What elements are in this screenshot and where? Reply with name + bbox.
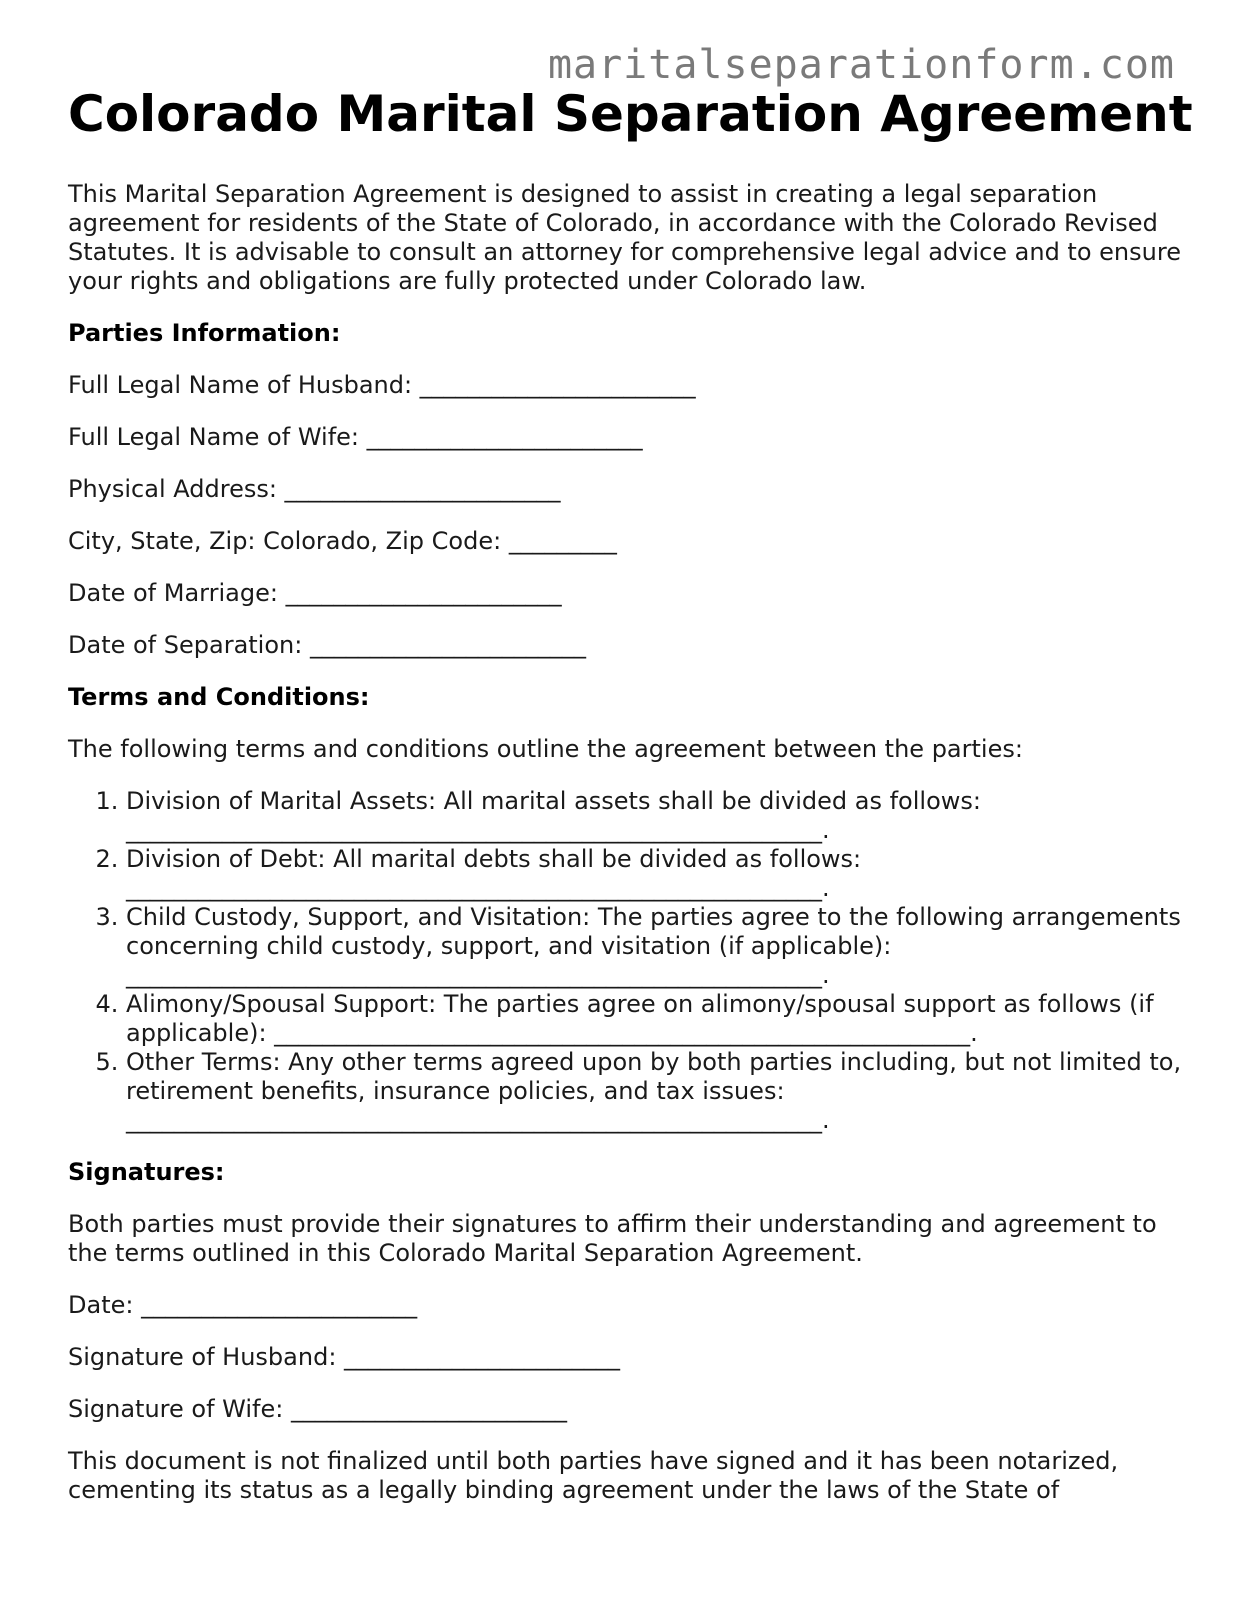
term-division-assets[interactable]: 1. Division of Marital Assets: All marital assets shall be divided as follows: __________________________________________________________. bbox=[126, 787, 1183, 845]
term-alimony[interactable]: 4. Alimony/Spousal Support: The parties agree on alimony/spousal support as follows (if applicable): __________________________________________________________. bbox=[126, 990, 1183, 1048]
signature-date-field[interactable]: Date: _______________________ bbox=[68, 1291, 418, 1319]
term-child-custody[interactable]: 3. Child Custody, Support, and Visitation: The parties agree to the following arrangements concerning child custody, support, and visitation (if applicable): __________________________________________________________. bbox=[126, 903, 1183, 990]
physical-address-field[interactable]: Physical Address: _______________________ bbox=[68, 475, 561, 503]
wife-name-field[interactable]: Full Legal Name of Wife: _______________________ bbox=[68, 423, 643, 451]
signatures-intro: Both parties must provide their signatures to affirm their understanding and agreement to the terms outlined in this Colorado Marital Separation Agreement. bbox=[68, 1210, 1157, 1267]
terms-intro: The following terms and conditions outline the agreement between the parties: bbox=[68, 735, 1023, 763]
signatures-heading: Signatures: bbox=[68, 1158, 225, 1186]
wife-signature-field[interactable]: Signature of Wife: _______________________ bbox=[68, 1395, 567, 1423]
terms-list bbox=[68, 787, 1183, 1135]
date-of-separation-field[interactable]: Date of Separation: _______________________ bbox=[68, 631, 586, 659]
term-other[interactable]: 5. Other Terms: Any other terms agreed upon by both parties including, but not limited to, retirement benefits, insurance policies, and tax issues: __________________________________________________________. bbox=[126, 1048, 1183, 1135]
terms-heading: Terms and Conditions: bbox=[68, 683, 370, 711]
intro-paragraph: This Marital Separation Agreement is designed to assist in creating a legal separation agreement for residents of the State of Colorado, in accordance with the Colorado Revised Statutes. It is advisable to consult an attorney for comprehensive legal advice and to ensure your rights and obligations are fully protected under Colorado law. bbox=[68, 180, 1181, 295]
watermark: maritalseparationform.com bbox=[547, 42, 1175, 88]
city-state-zip-field[interactable]: City, State, Zip: Colorado, Zip Code: _________ bbox=[68, 527, 617, 555]
parties-heading: Parties Information: bbox=[68, 319, 341, 347]
date-of-marriage-field[interactable]: Date of Marriage: _______________________ bbox=[68, 579, 562, 607]
document-page bbox=[68, 82, 1193, 1528]
closing-paragraph: This document is not finalized until both parties have signed and it has been notarized, cementing its status as a legally binding agreement under the laws of the State of bbox=[68, 1447, 1119, 1504]
term-division-debt[interactable]: 2. Division of Debt: All marital debts shall be divided as follows: __________________________________________________________. bbox=[126, 845, 1183, 903]
husband-name-field[interactable]: Full Legal Name of Husband: _______________________ bbox=[68, 371, 696, 399]
husband-signature-field[interactable]: Signature of Husband: _______________________ bbox=[68, 1343, 621, 1371]
document-title: Colorado Marital Separation Agreement bbox=[68, 85, 1193, 143]
